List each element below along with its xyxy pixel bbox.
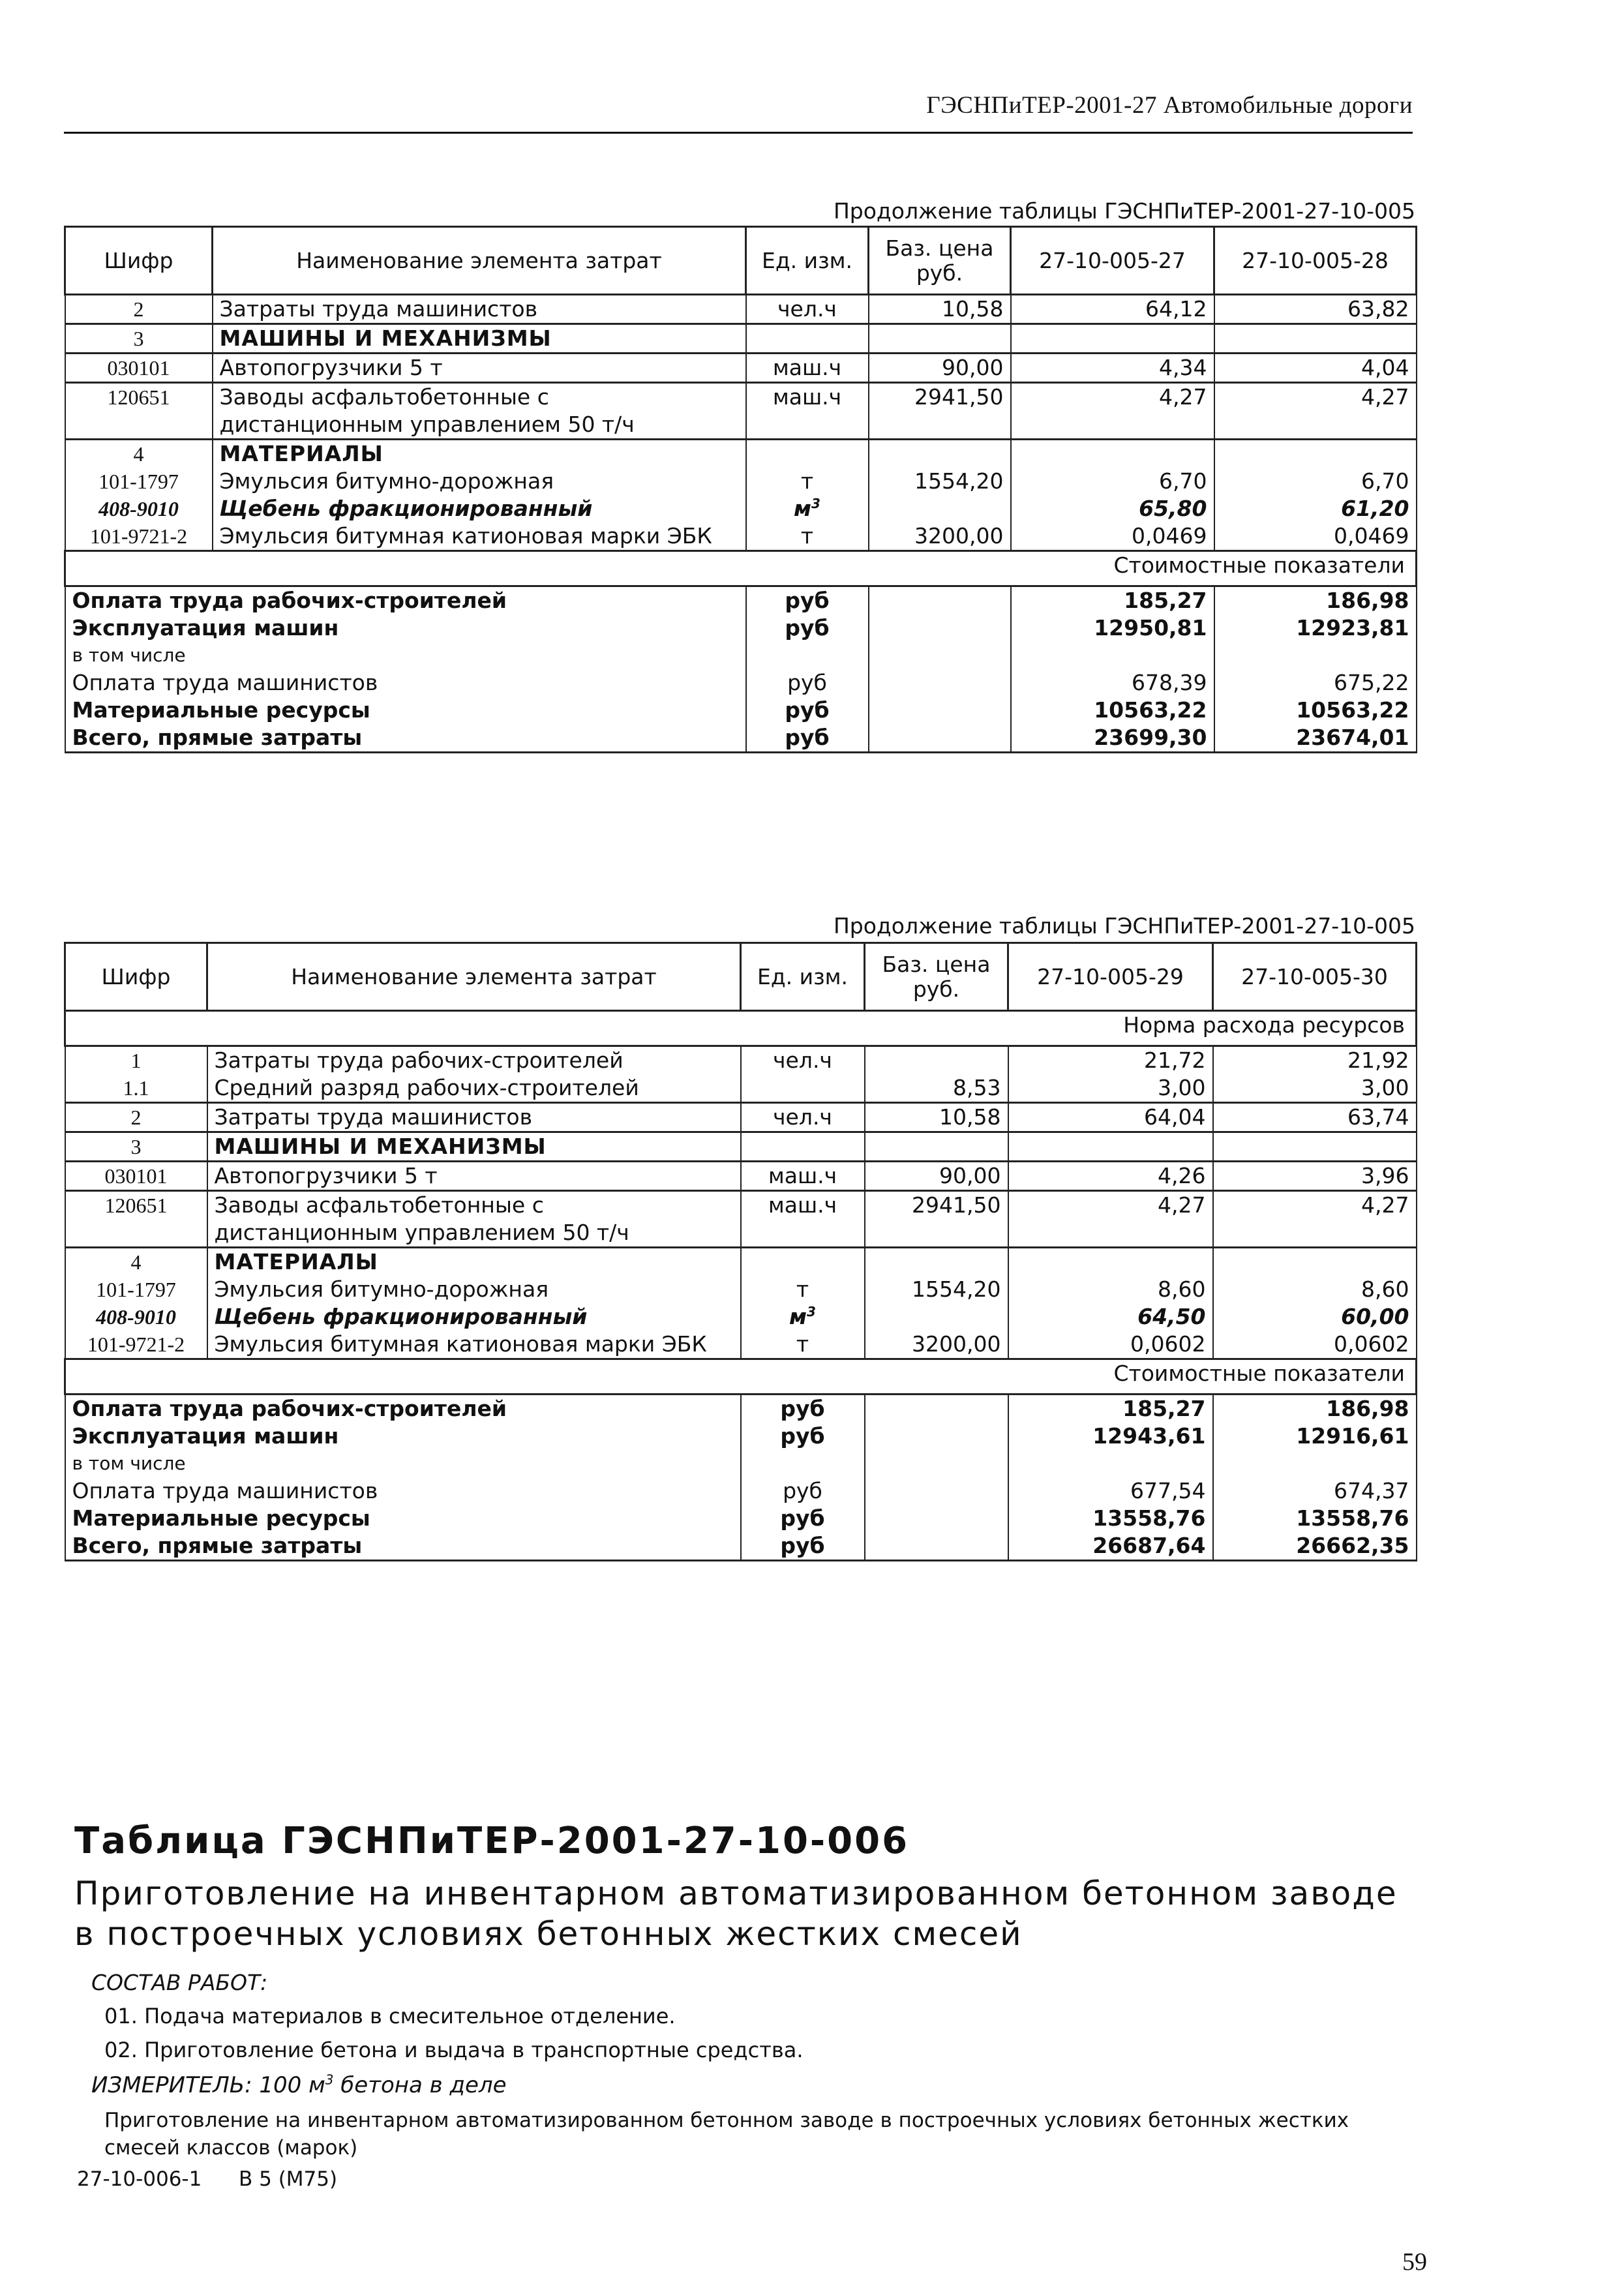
code-entry-code: 27-10-006-1	[77, 2167, 202, 2191]
row-value-b: 3,00	[1213, 1074, 1417, 1103]
row-code: 101-1797	[65, 468, 213, 495]
row-value-a: 21,72	[1008, 1046, 1213, 1075]
row-unit: т	[746, 522, 869, 551]
row-value-a: 0,0469	[1011, 522, 1214, 551]
row-price: 3200,00	[865, 1331, 1008, 1359]
cost-value-b: 12923,81	[1214, 614, 1417, 642]
row-value-a: 4,27	[1008, 1191, 1213, 1248]
col-header-code: Шифр	[65, 943, 207, 1011]
table-row	[65, 295, 1417, 324]
row-name: Автопогрузчики 5 т	[207, 1162, 741, 1191]
cost-unit: руб	[741, 1477, 865, 1505]
cost-unit: руб	[746, 724, 869, 753]
row-unit: чел.ч	[741, 1046, 865, 1075]
cost-row	[65, 1395, 1417, 1423]
row-code: 3	[65, 1132, 207, 1162]
table-row	[65, 1074, 1417, 1103]
cost-value-a: 677,54	[1008, 1477, 1213, 1505]
cost-row	[65, 614, 1417, 642]
cost-empty	[865, 1395, 1008, 1423]
page-number: 59	[1402, 2248, 1427, 2276]
cost-name: Оплата труда машинистов	[65, 669, 746, 697]
table-row	[65, 383, 1417, 440]
cost-value-a	[1008, 1450, 1213, 1477]
cost-empty	[869, 697, 1011, 724]
cost-name: в том числе	[65, 1450, 741, 1477]
row-name: МАШИНЫ И МЕХАНИЗМЫ	[213, 324, 746, 354]
col-header-unit: Ед. изм.	[746, 227, 869, 295]
cost-value-b	[1213, 1450, 1417, 1477]
row-value-b	[1214, 440, 1417, 468]
row-unit	[746, 440, 869, 468]
row-value-a: 65,80	[1011, 495, 1214, 522]
cost-unit: руб	[741, 1505, 865, 1532]
cost-value-b: 12916,61	[1213, 1423, 1417, 1450]
unit-exp: 3	[811, 496, 820, 511]
cost-row	[65, 1450, 1417, 1477]
row-name: МАШИНЫ И МЕХАНИЗМЫ	[207, 1132, 741, 1162]
description: Приготовление на инвентарном автоматизированном бетонном заводе в построечных условиях бетонных жестких смесей классов (марок)	[104, 2109, 1349, 2160]
cost-empty	[869, 724, 1011, 753]
table-row	[65, 468, 1417, 495]
cost-row	[65, 697, 1417, 724]
meter-tail: бетона в деле	[333, 2072, 507, 2098]
cost-value-a: 23699,30	[1011, 724, 1214, 753]
row-code: 1.1	[65, 1074, 207, 1103]
row-code: 3	[65, 324, 213, 354]
cost-row	[65, 586, 1417, 615]
row-value-b: 4,04	[1214, 354, 1417, 383]
row-value-b: 63,82	[1214, 295, 1417, 324]
row-code: 1	[65, 1046, 207, 1075]
work-item: 01. Подача материалов в смесительное отделение.	[104, 2004, 676, 2028]
row-name: Автопогрузчики 5 т	[213, 354, 746, 383]
row-value-b: 3,96	[1213, 1162, 1417, 1191]
cost-value-b: 10563,22	[1214, 697, 1417, 724]
table-row	[65, 1276, 1417, 1303]
row-value-a	[1008, 1248, 1213, 1276]
row-value-b: 61,20	[1214, 495, 1417, 522]
cost-value-a	[1011, 642, 1214, 669]
unit-base: м	[794, 496, 812, 521]
row-name: Щебень фракционированный	[207, 1303, 741, 1331]
work-item: 02. Приготовление бетона и выдача в транспортные средства.	[104, 2038, 804, 2062]
row-unit: чел.ч	[746, 295, 869, 324]
cost-empty	[865, 1450, 1008, 1477]
row-value-a: 4,27	[1011, 383, 1214, 440]
row-price: 90,00	[869, 354, 1011, 383]
table-row	[65, 324, 1417, 354]
row-name: Эмульсия битумно-дорожная	[213, 468, 746, 495]
col-header-price: Баз. цена руб.	[869, 227, 1011, 295]
row-value-a: 6,70	[1011, 468, 1214, 495]
row-code: 2	[65, 1103, 207, 1132]
col-header-name: Наименование элемента затрат	[213, 227, 746, 295]
cost-name: Всего, прямые затраты	[65, 1532, 741, 1561]
cost-value-a: 185,27	[1008, 1395, 1213, 1423]
row-price	[865, 1248, 1008, 1276]
table-row	[65, 1162, 1417, 1191]
row-price: 2941,50	[865, 1191, 1008, 1248]
row-value-a: 64,50	[1008, 1303, 1213, 1331]
row-price: 1554,20	[865, 1276, 1008, 1303]
row-code: 030101	[65, 1162, 207, 1191]
running-header: ГЭСНПиТЕР-2001-27 Автомобильные дороги	[64, 91, 1413, 134]
cost-name: в том числе	[65, 642, 746, 669]
col-header-price: Баз. цена руб.	[865, 943, 1008, 1011]
cost-name: Материальные ресурсы	[65, 697, 746, 724]
row-price	[869, 495, 1011, 522]
cost-row	[65, 669, 1417, 697]
table-row	[65, 522, 1417, 551]
table-title: Таблица ГЭСНПиТЕР-2001-27-10-006	[74, 1820, 910, 1862]
cost-unit: руб	[746, 669, 869, 697]
cost-name: Оплата труда машинистов	[65, 1477, 741, 1505]
cost-band	[65, 1359, 1417, 1395]
table1	[64, 226, 1417, 753]
row-unit	[746, 324, 869, 354]
cost-unit: руб	[741, 1532, 865, 1561]
col-header-a: 27-10-005-27	[1011, 227, 1214, 295]
row-unit	[741, 1132, 865, 1162]
code-entry	[77, 2167, 337, 2191]
col-header-unit: Ед. изм.	[741, 943, 865, 1011]
row-code: 4	[65, 440, 213, 468]
table-subtitle: Приготовление на инвентарном автоматизированном бетонном заводе в построечных условиях бетонных жестких смесей	[74, 1875, 1398, 1953]
row-code: 2	[65, 295, 213, 324]
row-price: 90,00	[865, 1162, 1008, 1191]
row-price	[865, 1303, 1008, 1331]
row-code: 408-9010	[65, 1303, 207, 1331]
cost-unit	[741, 1450, 865, 1477]
row-code: 120651	[65, 383, 213, 440]
cost-name: Всего, прямые затраты	[65, 724, 746, 753]
row-name: Эмульсия битумная катионовая марки ЭБК	[213, 522, 746, 551]
cost-empty	[865, 1505, 1008, 1532]
cost-name: Эксплуатация машин	[65, 1423, 741, 1450]
cost-empty	[869, 669, 1011, 697]
row-value-a	[1011, 440, 1214, 468]
table1-caption: Продолжение таблицы ГЭСНПиТЕР-2001-27-10-005	[833, 198, 1415, 224]
col-header-a: 27-10-005-29	[1008, 943, 1213, 1011]
col-header-b: 27-10-005-28	[1214, 227, 1417, 295]
cost-value-a: 10563,22	[1011, 697, 1214, 724]
col-header-b: 27-10-005-30	[1213, 943, 1417, 1011]
cost-name: Оплата труда рабочих-строителей	[65, 586, 746, 615]
norm-band-row	[65, 1011, 1417, 1046]
row-name: Эмульсия битумная катионовая марки ЭБК	[207, 1331, 741, 1359]
cost-empty	[869, 642, 1011, 669]
cost-name: Оплата труда рабочих-строителей	[65, 1395, 741, 1423]
cost-value-a: 185,27	[1011, 586, 1214, 615]
row-name: Затраты труда машинистов	[207, 1103, 741, 1132]
row-value-b: 0,0602	[1213, 1331, 1417, 1359]
cost-unit: руб	[746, 586, 869, 615]
cost-value-a: 12950,81	[1011, 614, 1214, 642]
row-name: Затраты труда машинистов	[213, 295, 746, 324]
row-name: Заводы асфальтобетонные с дистанционным управлением 50 т/ч	[213, 383, 746, 440]
row-code: 101-9721-2	[65, 1331, 207, 1359]
row-price: 2941,50	[869, 383, 1011, 440]
row-unit	[746, 495, 869, 522]
cost-row	[65, 1505, 1417, 1532]
table-row	[65, 1103, 1417, 1132]
row-value-b: 4,27	[1214, 383, 1417, 440]
row-value-a	[1008, 1132, 1213, 1162]
row-value-a: 4,34	[1011, 354, 1214, 383]
row-value-b	[1214, 324, 1417, 354]
row-value-a: 0,0602	[1008, 1331, 1213, 1359]
cost-unit: руб	[746, 697, 869, 724]
cost-name: Материальные ресурсы	[65, 1505, 741, 1532]
row-name: МАТЕРИАЛЫ	[207, 1248, 741, 1276]
row-unit: т	[741, 1331, 865, 1359]
col-header-code: Шифр	[65, 227, 213, 295]
norm-band	[65, 1011, 1417, 1046]
code-entry-value: В 5 (М75)	[239, 2167, 338, 2191]
cost-value-b: 186,98	[1214, 586, 1417, 615]
row-name: Эмульсия битумно-дорожная	[207, 1276, 741, 1303]
table-row	[65, 1046, 1417, 1075]
cost-unit: руб	[741, 1395, 865, 1423]
row-price	[865, 1046, 1008, 1075]
row-value-b: 6,70	[1214, 468, 1417, 495]
table-row	[65, 1248, 1417, 1276]
norm-band-label: Норма расхода ресурсов	[1123, 1012, 1405, 1038]
cost-value-b: 186,98	[1213, 1395, 1417, 1423]
cost-unit: руб	[746, 614, 869, 642]
table-row	[65, 1331, 1417, 1359]
meter-label: ИЗМЕРИТЕЛЬ: 100 м	[91, 2072, 325, 2098]
cost-empty	[865, 1532, 1008, 1561]
cost-value-b: 675,22	[1214, 669, 1417, 697]
row-name: Заводы асфальтобетонные с дистанционным управлением 50 т/ч	[207, 1191, 741, 1248]
row-unit: маш.ч	[746, 383, 869, 440]
row-value-a: 64,04	[1008, 1103, 1213, 1132]
col-header-name: Наименование элемента затрат	[207, 943, 741, 1011]
cost-empty	[865, 1423, 1008, 1450]
row-value-b	[1213, 1248, 1417, 1276]
cost-value-a: 12943,61	[1008, 1423, 1213, 1450]
cost-band	[65, 551, 1417, 586]
cost-row	[65, 1477, 1417, 1505]
cost-row	[65, 642, 1417, 669]
row-value-b	[1213, 1132, 1417, 1162]
row-code: 408-9010	[65, 495, 213, 522]
work-composition-label: СОСТАВ РАБОТ:	[91, 1970, 268, 1995]
row-value-a: 4,26	[1008, 1162, 1213, 1191]
unit-base: м	[789, 1304, 807, 1329]
row-code: 120651	[65, 1191, 207, 1248]
row-price: 3200,00	[869, 522, 1011, 551]
cost-band-row	[65, 551, 1417, 586]
row-value-b: 63,74	[1213, 1103, 1417, 1132]
row-unit	[741, 1248, 865, 1276]
table-row	[65, 1191, 1417, 1248]
row-name: Щебень фракционированный	[213, 495, 746, 522]
row-code: 101-1797	[65, 1276, 207, 1303]
table-row	[65, 354, 1417, 383]
row-unit: чел.ч	[741, 1103, 865, 1132]
row-value-a	[1011, 324, 1214, 354]
cost-value-a: 13558,76	[1008, 1505, 1213, 1532]
cost-value-b: 26662,35	[1213, 1532, 1417, 1561]
unit-exp: 3	[807, 1304, 816, 1319]
row-code: 030101	[65, 354, 213, 383]
row-price: 10,58	[869, 295, 1011, 324]
row-value-b: 21,92	[1213, 1046, 1417, 1075]
table-row	[65, 440, 1417, 468]
table2-caption: Продолжение таблицы ГЭСНПиТЕР-2001-27-10-005	[833, 913, 1415, 939]
row-price	[865, 1132, 1008, 1162]
cost-value-b	[1214, 642, 1417, 669]
cost-row	[65, 1423, 1417, 1450]
row-price: 1554,20	[869, 468, 1011, 495]
table-row	[65, 1132, 1417, 1162]
cost-value-a: 26687,64	[1008, 1532, 1213, 1561]
row-unit: т	[746, 468, 869, 495]
row-price: 10,58	[865, 1103, 1008, 1132]
table-row	[65, 1303, 1417, 1331]
cost-value-b: 674,37	[1213, 1477, 1417, 1505]
cost-value-b: 23674,01	[1214, 724, 1417, 753]
row-unit: маш.ч	[741, 1191, 865, 1248]
cost-unit	[746, 642, 869, 669]
row-price: 8,53	[865, 1074, 1008, 1103]
cost-row	[65, 724, 1417, 753]
cost-band-label: Стоимостные показатели	[1113, 552, 1405, 578]
cost-value-a: 678,39	[1011, 669, 1214, 697]
row-value-a: 8,60	[1008, 1276, 1213, 1303]
cost-empty	[865, 1477, 1008, 1505]
row-code: 101-9721-2	[65, 522, 213, 551]
row-value-a: 3,00	[1008, 1074, 1213, 1103]
row-unit: маш.ч	[746, 354, 869, 383]
row-name: Затраты труда рабочих-строителей	[207, 1046, 741, 1075]
meter-sup: 3	[325, 2072, 334, 2088]
table2	[64, 942, 1417, 1561]
row-unit	[741, 1303, 865, 1331]
row-name: МАТЕРИАЛЫ	[213, 440, 746, 468]
row-code: 4	[65, 1248, 207, 1276]
row-price	[869, 324, 1011, 354]
meter-line	[91, 2072, 507, 2098]
row-value-b: 60,00	[1213, 1303, 1417, 1331]
cost-row	[65, 1532, 1417, 1561]
row-value-b: 4,27	[1213, 1191, 1417, 1248]
cost-empty	[869, 614, 1011, 642]
cost-value-b: 13558,76	[1213, 1505, 1417, 1532]
row-value-b: 8,60	[1213, 1276, 1417, 1303]
cost-empty	[869, 586, 1011, 615]
row-name: Средний разряд рабочих-строителей	[207, 1074, 741, 1103]
row-price	[869, 440, 1011, 468]
row-unit	[741, 1074, 865, 1103]
cost-band-label: Стоимостные показатели	[1113, 1361, 1405, 1386]
row-value-a: 64,12	[1011, 295, 1214, 324]
cost-unit: руб	[741, 1423, 865, 1450]
cost-name: Эксплуатация машин	[65, 614, 746, 642]
table-row	[65, 495, 1417, 522]
row-value-b: 0,0469	[1214, 522, 1417, 551]
row-unit: т	[741, 1276, 865, 1303]
cost-band-row	[65, 1359, 1417, 1395]
row-unit: маш.ч	[741, 1162, 865, 1191]
